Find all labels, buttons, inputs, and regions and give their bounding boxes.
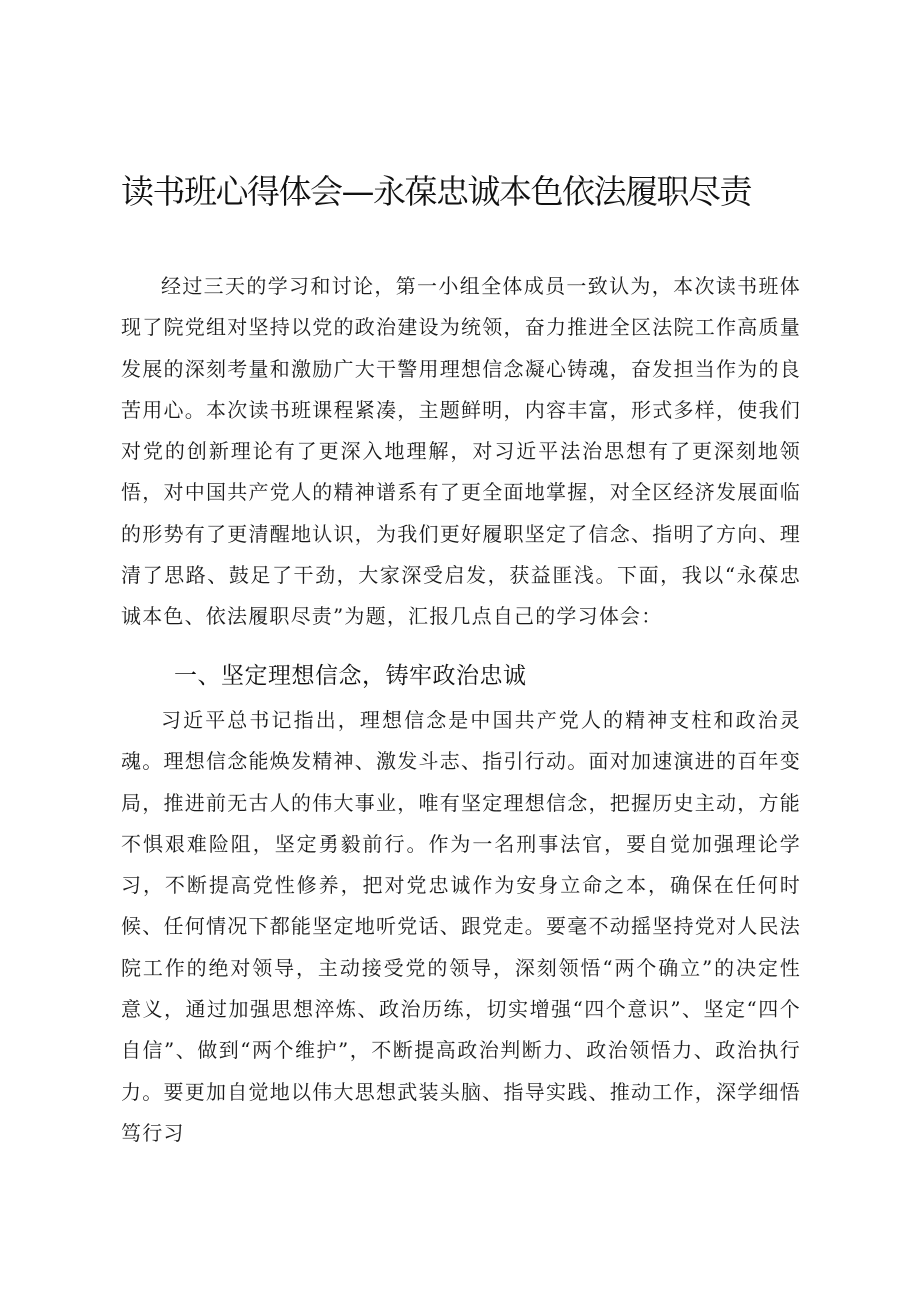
intro-paragraph: 经过三天的学习和讨论，第一小组全体成员一致认为，本次读书班体现了院党组对坚持以党的政治建设为统领，奋力推进全区法院工作高质量发展的深刻考量和激励广大干警用理想信念凝心铸魂，奋发担当作为的良苦用心。本次读书班课程紧凑，主题鲜明，内容丰富，形式多样，使我们对党的创新理论有了更深入地理解，对习近平法治思想有了更深刻地领悟，对中国共产党人的精神谱系有了更全面地掌握，对全区经济发展面临的形势有了更清醒地认识，为我们更好履职坚定了信念、指明了方向、理清了思路、鼓足了干劲，大家深受启发，获益匪浅。下面，我以“永葆忠诚本色、依法履职尽责”为题，汇报几点自己的学习体会： — [121, 274, 801, 629]
document-title: 读书班心得体会—永葆忠诚本色依法履职尽责 — [121, 172, 751, 211]
section-paragraph: 习近平总书记指出，理想信念是中国共产党人的精神支柱和政治灵魂。理想信念能焕发精神、激发斗志、指引行动。面对加速演进的百年变局，推进前无古人的伟大事业，唯有坚定理想信念，把握历史主动，方能不惧艰难险阻，坚定勇毅前行。作为一名刑事法官，要自觉加强理论学习，不断提高党性修养，把对党忠诚作为安身立命之本，确保在任何时候、任何情况下都能坚定地听党话、跟党走。要毫不动摇坚持党对人民法院工作的绝对领导，主动接受党的领导，深刻领悟“两个确立”的决定性意义，通过加强思想淬炼、政治历练，切实增强“四个意识”、坚定“四个自信”、做到“两个维护”，不断提高政治判断力、政治领悟力、政治执行力。要更加自觉地以伟大思想武装头脑、指导实践、推动工作，深学细悟笃行习 — [121, 708, 801, 1145]
section-heading: 一、坚定理想信念，铸牢政治忠诚 — [174, 663, 527, 689]
